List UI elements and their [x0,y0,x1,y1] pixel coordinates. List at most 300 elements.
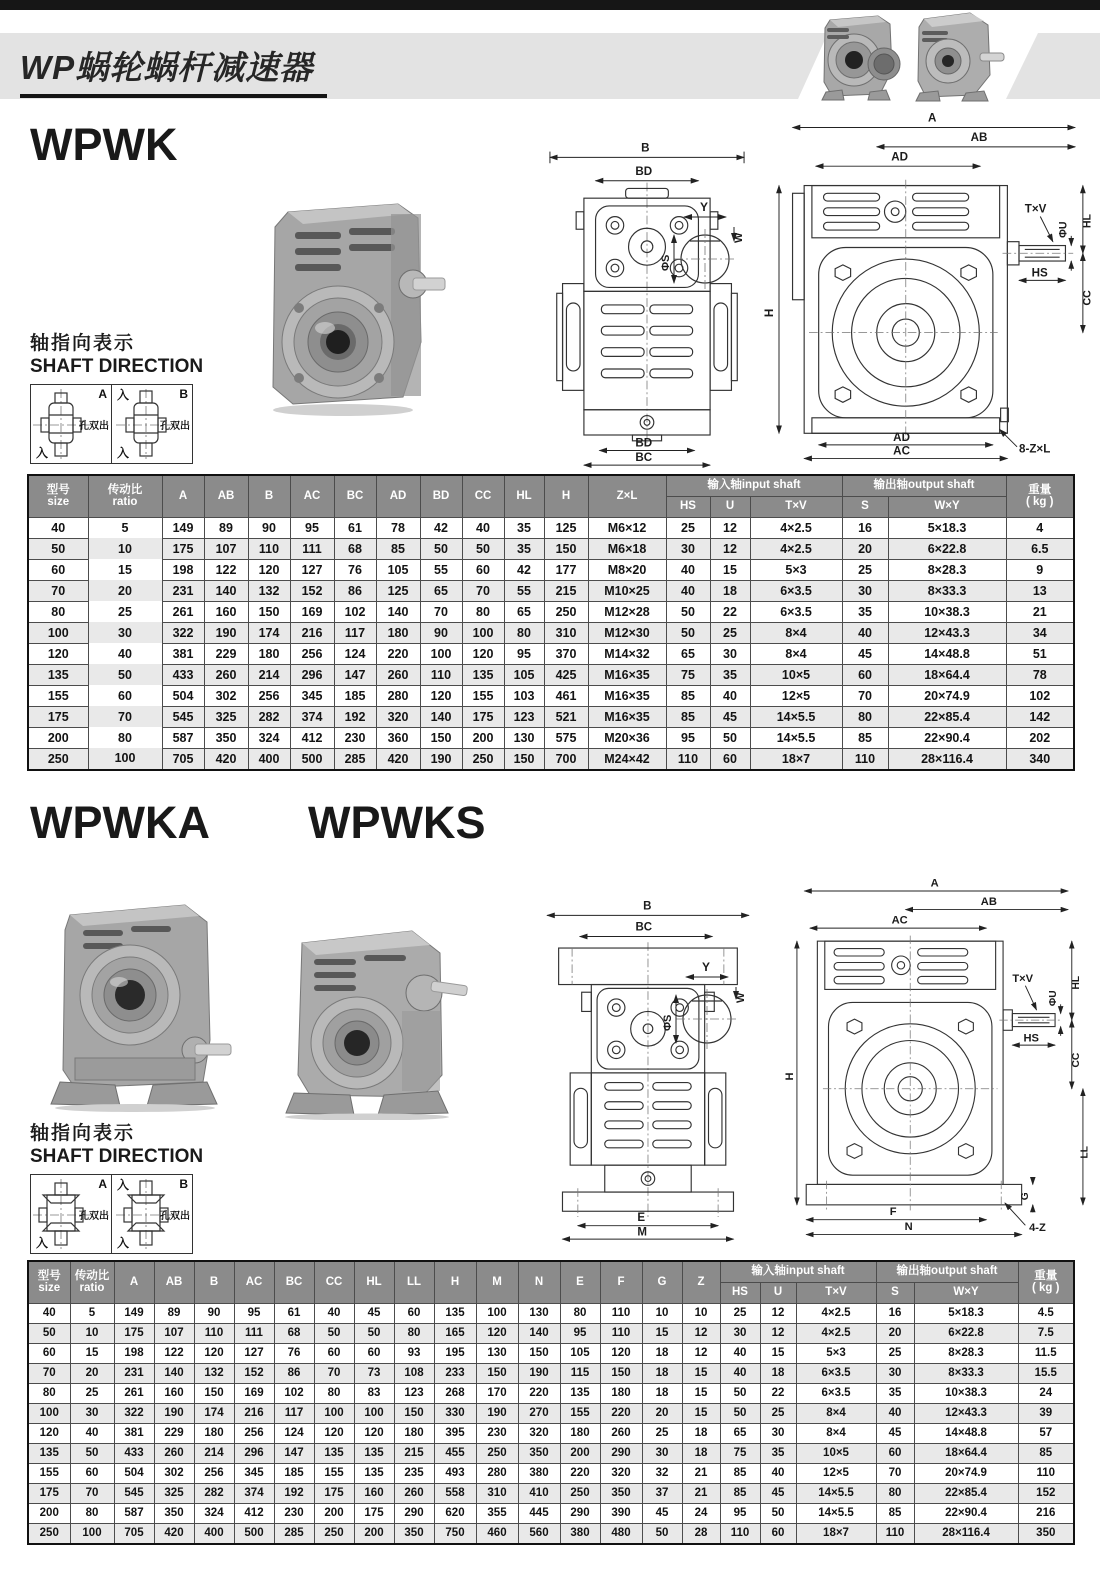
table-cell: 320 [518,1423,560,1443]
table-cell: 380 [518,1463,560,1483]
table-cell: 85 [376,538,420,559]
table-cell: 155 [560,1403,600,1423]
table-cell: 147 [334,664,376,685]
table-cell: 127 [290,559,334,580]
table-cell: 70 [876,1463,914,1483]
table-cell: 70 [28,580,88,601]
table-cell: 256 [248,685,290,706]
table-cell: 60 [28,1343,70,1363]
table-cell: 229 [154,1423,194,1443]
table-cell: 5×18.3 [888,517,1006,538]
table-cell: 70 [70,1483,114,1503]
table-cell: 14×48.8 [914,1423,1018,1443]
col-header-hs: HS [720,1282,760,1303]
table-row [28,748,1074,770]
table-cell: 12 [710,517,750,538]
table-cell: 155 [28,685,88,706]
table-cell: 55 [420,559,462,580]
table-cell: 25 [760,1403,796,1423]
table-cell: 102 [334,601,376,622]
table-cell: 180 [560,1423,600,1443]
table-cell: 80 [876,1483,914,1503]
table-cell: 21 [682,1483,720,1503]
shaft-section-drawing-2 [662,955,752,1065]
table-cell: 150 [504,748,544,770]
table-cell: 89 [204,517,248,538]
table-cell: M14×32 [588,643,666,664]
table-cell: 22×90.4 [914,1503,1018,1523]
table-cell: 120 [28,643,88,664]
table-cell: 40 [28,517,88,538]
col-header-ad: AD [376,475,420,517]
table-cell: 78 [376,517,420,538]
table-cell: 230 [476,1423,518,1443]
table-cell: 16 [876,1303,914,1323]
table-cell: 115 [560,1363,600,1383]
table-cell: 30 [666,538,710,559]
table-cell: 215 [394,1443,434,1463]
table-cell: 40 [720,1363,760,1383]
col-header-bc: BC [274,1261,314,1303]
table-cell: 8×28.3 [914,1343,1018,1363]
table-cell: 40 [70,1423,114,1443]
table-cell: 65 [720,1423,760,1443]
table-cell: 200 [560,1443,600,1463]
shaft-direction-box-b [112,384,193,464]
table-cell: 410 [518,1483,560,1503]
table-row [28,664,1074,685]
svg-text:HS: HS [1023,1032,1039,1045]
table-cell: 110 [420,664,462,685]
wpwka-product-photo [35,890,235,1112]
table-cell: 123 [394,1383,434,1403]
table-cell: 18×64.4 [888,664,1006,685]
table-cell: 18×7 [750,748,842,770]
table-cell: 110 [600,1303,642,1323]
table-cell: 231 [162,580,204,601]
table-cell: 95 [666,727,710,748]
table-cell: 345 [234,1463,274,1483]
table-cell: 280 [476,1463,518,1483]
svg-text:B: B [643,900,652,913]
shaft-direction-box-a [30,384,112,464]
table-row [28,1383,1074,1403]
table-row [28,727,1074,748]
table-cell: 480 [600,1523,642,1544]
table-cell: 285 [274,1523,314,1544]
table-cell: 65 [666,643,710,664]
table-cell: 18×64.4 [914,1443,1018,1463]
svg-text:LL: LL [1079,1145,1091,1159]
table-cell: 500 [234,1523,274,1544]
table-cell: 350 [1018,1523,1074,1544]
table-cell: 10 [642,1303,682,1323]
table-cell: 110 [600,1323,642,1343]
col-header-size: 型号 size [28,475,88,517]
col-header-hl: HL [504,475,544,517]
table-cell: 18 [642,1343,682,1363]
table-cell: 202 [1006,727,1074,748]
table-cell: 35 [842,601,888,622]
table-cell: 12×5 [750,685,842,706]
table-cell: 25 [70,1383,114,1403]
table-cell: 20 [70,1363,114,1383]
col-header-s: S [842,496,888,517]
svg-text:N: N [904,1220,913,1233]
table-cell: 24 [1018,1383,1074,1403]
col-header-weight: 重量 ( kg ) [1018,1261,1074,1303]
svg-text:A: A [928,112,937,125]
table-cell: 7.5 [1018,1323,1074,1343]
table-cell: 296 [234,1443,274,1463]
table-cell: 175 [162,538,204,559]
table-cell: 25 [876,1343,914,1363]
table-cell: 190 [420,748,462,770]
col-header-h: H [544,475,588,517]
table-cell: 68 [334,538,376,559]
table-cell: 15 [88,559,162,580]
table-cell: 216 [234,1403,274,1423]
table-cell: 20 [842,538,888,559]
table-cell: 122 [154,1343,194,1363]
table-cell: 705 [162,748,204,770]
table-cell: 15 [682,1383,720,1403]
table-cell: 180 [600,1383,642,1403]
table-cell: 150 [248,601,290,622]
col-header-ratio: 传动比 ratio [88,475,162,517]
table-cell: 330 [434,1403,476,1423]
col-header-wxy: W×Y [888,496,1006,517]
table-cell: 28×116.4 [914,1523,1018,1544]
table-cell: 102 [274,1383,314,1403]
table-cell: 390 [600,1503,642,1523]
table-cell: 302 [204,685,248,706]
table-cell: 22 [710,601,750,622]
table-cell: 152 [234,1363,274,1383]
table-cell: 60 [842,664,888,685]
col-header-s: S [876,1282,914,1303]
col-header-ac: AC [234,1261,274,1303]
table-cell: 150 [476,1363,518,1383]
table-cell: 381 [114,1423,154,1443]
table-cell: 50 [28,1323,70,1343]
table-cell: M12×30 [588,622,666,643]
group-header-output-shaft: 输出轴output shaft [842,475,1006,496]
table-cell: 412 [290,727,334,748]
table-cell: 260 [600,1423,642,1443]
wpwk-product-photo [233,192,448,420]
table-cell: 25 [720,1303,760,1323]
table-cell: 521 [544,706,588,727]
table-cell: 50 [420,538,462,559]
col-header-f: F [600,1261,642,1303]
table-cell: 50 [70,1443,114,1463]
svg-text:Y: Y [702,960,711,974]
table-cell: 322 [114,1403,154,1423]
table-cell: 175 [462,706,504,727]
table-cell: 256 [194,1463,234,1483]
table-cell: 85 [720,1463,760,1483]
table-cell: 216 [1018,1503,1074,1523]
table-row [28,1403,1074,1423]
svg-text:E: E [637,1211,646,1224]
table-cell: 105 [560,1343,600,1363]
table-cell: 250 [462,748,504,770]
col-header-u: U [710,496,750,517]
table-row [28,1423,1074,1443]
table-cell: 50 [720,1383,760,1403]
group-header-output-shaft: 输出轴output shaft [876,1261,1018,1282]
svg-text:HL: HL [1081,213,1094,229]
input-arrow-label: 入 [36,446,49,460]
table-cell: 70 [28,1363,70,1383]
table-cell: 124 [334,643,376,664]
table-cell: 4×2.5 [796,1303,876,1323]
table-cell: 142 [1006,706,1074,727]
table-cell: 68 [274,1323,314,1343]
table-cell: 50 [720,1403,760,1423]
table-cell: 85 [876,1503,914,1523]
svg-text:BC: BC [635,451,653,465]
table-cell: 111 [290,538,334,559]
table-cell: 155 [314,1463,354,1483]
table-cell: 215 [544,580,588,601]
col-header-ab: AB [204,475,248,517]
table-cell: 575 [544,727,588,748]
table-cell: 51 [1006,643,1074,664]
table-cell: 76 [334,559,376,580]
table-cell: 135 [28,664,88,685]
col-header-g: G [642,1261,682,1303]
hole-double-out-label: 孔双出 [160,421,190,432]
wpwk-side-drawing [760,112,1098,472]
table-cell: 150 [194,1383,234,1403]
table-cell: 70 [462,580,504,601]
table-cell: 42 [420,517,462,538]
table-cell: 261 [162,601,204,622]
col-header-ratio: 传动比 ratio [70,1261,114,1303]
table-cell: 360 [376,727,420,748]
table-cell: 30 [876,1363,914,1383]
table-cell: 14×5.5 [796,1503,876,1523]
table-cell: 192 [274,1483,314,1503]
table-cell: 175 [28,1483,70,1503]
table-cell: 21 [682,1463,720,1483]
table-cell: 45 [642,1503,682,1523]
table-cell: 12 [760,1323,796,1343]
table-cell: 20×74.9 [914,1463,1018,1483]
table-row [28,706,1074,727]
table-cell: 285 [334,748,376,770]
svg-text:F: F [889,1206,897,1219]
table-cell: 170 [476,1383,518,1403]
section-heading-wpwks: WPWKS [308,797,486,848]
box-b-label: B [179,387,188,401]
table-cell: 250 [314,1523,354,1544]
table-cell: 90 [420,622,462,643]
table-cell: 110 [248,538,290,559]
table-cell: 425 [544,664,588,685]
table-cell: 350 [154,1503,194,1523]
table-cell: 22×85.4 [914,1483,1018,1503]
table-cell: 14×5.5 [750,706,842,727]
table-cell: M16×35 [588,706,666,727]
table-cell: 149 [162,517,204,538]
table-cell: 200 [28,1503,70,1523]
table-cell: 15 [642,1323,682,1343]
table-cell: 127 [234,1343,274,1363]
table-cell: 16 [842,517,888,538]
table-cell: 70 [420,601,462,622]
table-cell: 350 [394,1523,434,1544]
table-cell: 50 [28,538,88,559]
table-cell: 130 [518,1303,560,1323]
table-cell: 155 [28,1463,70,1483]
table-cell: 35 [876,1383,914,1403]
table-cell: 325 [154,1483,194,1503]
table-cell: 18 [682,1423,720,1443]
table-cell: 34 [1006,622,1074,643]
svg-text:BD: BD [635,164,653,178]
table-cell: 120 [600,1343,642,1363]
table-cell: 10 [88,538,162,559]
table-cell: 10×38.3 [888,601,1006,622]
svg-text:CC: CC [1081,290,1094,306]
col-header-ll: LL [394,1261,434,1303]
table-cell: 45 [354,1303,394,1323]
table-cell: 122 [204,559,248,580]
table-cell: 18 [642,1383,682,1403]
table-cell: 150 [420,727,462,748]
shaft-direction-block-1 [30,328,203,464]
svg-text:ΦS: ΦS [660,254,672,271]
table-cell: 107 [154,1323,194,1343]
table-cell: 120 [28,1423,70,1443]
table-cell: 107 [204,538,248,559]
wpwka-wpwks-dimension-table [27,1260,1075,1545]
table-cell: 25 [642,1423,682,1443]
table-cell: 30 [642,1443,682,1463]
table-row [28,1503,1074,1523]
header-product-photo-right [908,5,1008,103]
table-cell: 150 [600,1363,642,1383]
table-row [28,1483,1074,1503]
header-product-photo-left [812,8,907,103]
svg-text:ΦS: ΦS [662,1014,674,1031]
table-cell: 13 [1006,580,1074,601]
shaft-direction-title-en: SHAFT DIRECTION [30,1146,204,1167]
table-cell: 111 [234,1323,274,1343]
table-cell: 45 [876,1423,914,1443]
table-cell: 558 [434,1483,476,1503]
table-cell: 4×2.5 [750,538,842,559]
table-cell: 110 [876,1523,914,1544]
table-cell: 105 [376,559,420,580]
table-cell: 150 [394,1403,434,1423]
table-cell: 370 [544,643,588,664]
table-cell: 700 [544,748,588,770]
table-cell: 6×22.8 [888,538,1006,559]
table-cell: 25 [710,622,750,643]
col-header-a: A [114,1261,154,1303]
table-cell: 40 [710,685,750,706]
table-cell: 24 [682,1503,720,1523]
table-cell: 30 [70,1403,114,1423]
table-cell: 230 [274,1503,314,1523]
table-cell: 160 [154,1383,194,1403]
table-cell: M8×20 [588,559,666,580]
table-cell: 75 [666,664,710,685]
table-cell: 545 [114,1483,154,1503]
table-cell: 380 [560,1523,600,1544]
table-cell: 12 [682,1343,720,1363]
shaft-direction-title-zh: 轴指向表示 [30,1123,136,1144]
table-cell: 150 [544,538,588,559]
table-cell: 180 [248,643,290,664]
table-cell: 132 [248,580,290,601]
svg-text:T×V: T×V [1012,973,1034,985]
input-arrow-label: 入 [117,446,130,460]
table-cell: 15 [682,1403,720,1423]
table-cell: 18 [710,580,750,601]
table-cell: 149 [114,1303,154,1323]
table-cell: 8×33.3 [888,580,1006,601]
table-cell: 120 [420,685,462,706]
table-cell: 198 [162,559,204,580]
table-cell: 345 [290,685,334,706]
wpwka-front-drawing [515,900,780,1242]
table-cell: 100 [420,643,462,664]
table-cell: 110 [666,748,710,770]
table-cell: 80 [28,1383,70,1403]
table-row [28,1523,1074,1544]
svg-text:ΦU: ΦU [1057,221,1070,238]
table-cell: 93 [394,1343,434,1363]
col-header-bd: BD [420,475,462,517]
table-cell: 493 [434,1463,476,1483]
table-cell: 15 [682,1363,720,1383]
table-cell: 169 [290,601,334,622]
table-cell: M12×28 [588,601,666,622]
svg-text:AB: AB [970,131,988,145]
table-cell: 8×28.3 [888,559,1006,580]
table-cell: 80 [394,1323,434,1343]
table-cell: 152 [1018,1483,1074,1503]
table-cell: 35 [710,664,750,685]
group-header-input-shaft: 输入轴input shaft [666,475,842,496]
table-cell: 5×3 [796,1343,876,1363]
table-cell: 320 [376,706,420,727]
table-cell: 15.5 [1018,1363,1074,1383]
table-cell: 95 [720,1503,760,1523]
table-cell: 60 [314,1343,354,1363]
table-cell: 132 [194,1363,234,1383]
table-cell: 70 [842,685,888,706]
table-cell: 302 [154,1463,194,1483]
table-cell: 180 [376,622,420,643]
table-cell: 50 [666,622,710,643]
shaft-direction-title-en: SHAFT DIRECTION [30,356,204,377]
col-header-weight: 重量 ( kg ) [1006,475,1074,517]
svg-text:H: H [784,1072,797,1081]
table-cell: 30 [710,643,750,664]
svg-text:G: G [1020,1192,1032,1201]
table-cell: 130 [504,727,544,748]
table-cell: 50 [666,601,710,622]
table-cell: 50 [88,664,162,685]
table-cell: 250 [544,601,588,622]
table-cell: 461 [544,685,588,706]
